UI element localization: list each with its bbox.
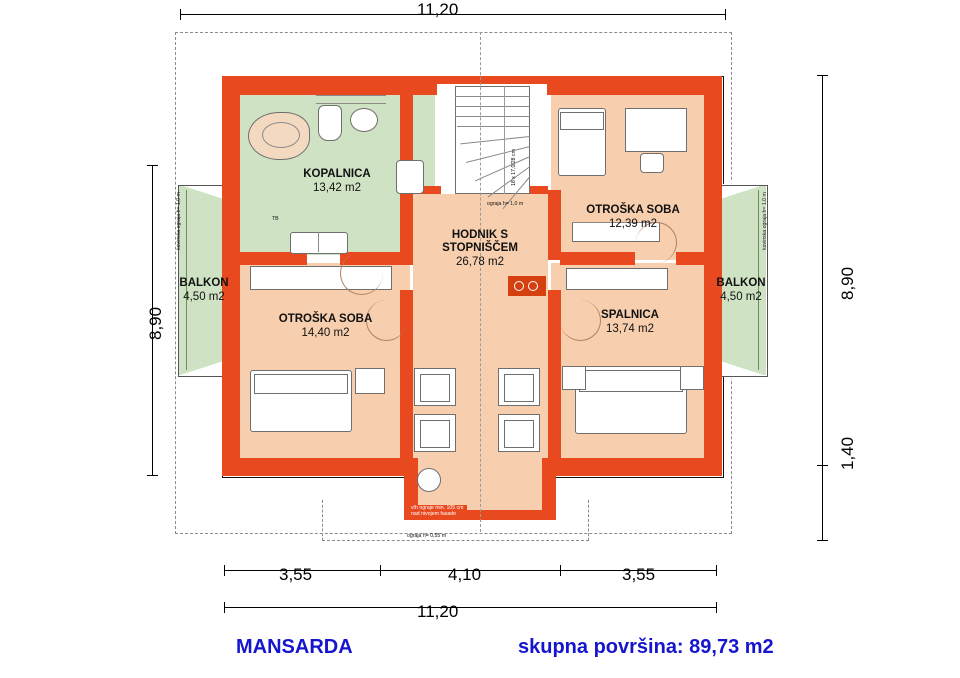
armchair-3-seat	[420, 420, 450, 448]
bottom-seg-tick-4	[716, 565, 717, 576]
wall-exterior-left	[222, 76, 240, 476]
bottom-total-tick-left	[224, 602, 225, 613]
desk-kids-1	[625, 108, 687, 152]
sink-round	[350, 108, 378, 132]
wall-interior-right-divider-b	[676, 252, 706, 265]
parapet-note-line1: v/h ograje min. 105 cm	[411, 505, 464, 511]
nightstand-master-left	[562, 366, 586, 390]
top-dimension-label: 11,20	[417, 0, 459, 19]
stair-tread-4	[457, 126, 530, 127]
bed-master-pillow	[579, 370, 683, 392]
bottom-segment-label-2: 4,10	[448, 565, 482, 584]
bed-kids-2-pillow	[254, 374, 348, 394]
wall-right-balcony-jamb-top	[704, 245, 722, 259]
label-balkon-right-area: 4,50 m2	[720, 291, 762, 303]
wall-left-balcony-jamb-top	[222, 245, 240, 259]
armchair-1-seat	[420, 374, 450, 402]
label-otroska-soba-1-area: 12,39 m2	[609, 218, 657, 230]
left-dimension-label: 8,90	[146, 306, 165, 340]
bottom-seg-tick-3	[560, 565, 561, 576]
double-sink-divider	[318, 232, 319, 252]
plan-title: MANSARDA	[236, 636, 353, 658]
label-otroska-soba-2-name: OTROŠKA SOBA	[278, 313, 373, 325]
right-dimension-label-upper: 8,90	[838, 266, 857, 300]
stair-railing-note: ograja h= 1,0 m	[487, 201, 524, 207]
right-dimension-tick-top	[817, 75, 828, 76]
double-sink	[290, 232, 348, 254]
bottom-total-dimension-line	[224, 607, 716, 608]
stair-tread-2	[455, 106, 530, 107]
bottom-segment-label-3: 3,55	[622, 565, 656, 584]
top-dimension-tick-right	[725, 9, 726, 20]
armchair-4-seat	[504, 420, 534, 448]
label-hodnik-name-line2: STOPNIŠČEM	[442, 242, 518, 254]
wall-right-balcony-jamb-bottom	[704, 320, 722, 334]
right-dimension-tick-bottom	[817, 540, 828, 541]
wall-exterior-top-left	[222, 76, 437, 95]
label-kopalnica-area: 13,42 m2	[313, 182, 361, 194]
wall-exterior-top-right	[547, 76, 722, 95]
utility-circle-1	[514, 281, 524, 291]
label-hodnik-area: 26,78 m2	[456, 256, 504, 268]
right-dimension-label-lower: 1,40	[838, 436, 857, 470]
label-balkon-left-area: 4,50 m2	[183, 291, 225, 303]
armchair-2-seat	[504, 374, 534, 402]
bath-shelf-line	[316, 95, 386, 96]
balcony-left-railing-note: kovinska ograja h= 1,0 m	[176, 192, 182, 250]
bottom-seg-tick-1	[224, 565, 225, 576]
label-hodnik-name-line1: HODNIK S	[451, 229, 509, 241]
wardrobe-master	[566, 268, 668, 290]
wall-exterior-bottom-right	[548, 458, 722, 476]
nightstand-kids-2	[355, 368, 385, 394]
right-dimension-line-upper	[822, 75, 823, 465]
round-table	[417, 468, 441, 492]
railing-low-note: ograja h= 0,55 m	[407, 533, 447, 539]
label-balkon-right-name: BALKON	[716, 277, 766, 289]
stair-tread-3	[455, 116, 530, 117]
utility-circle-2	[528, 281, 538, 291]
bottom-segment-label-1: 3,55	[279, 565, 313, 584]
left-dimension-tick-bottom	[147, 475, 158, 476]
label-otroska-soba-1-name: OTROŠKA SOBA	[586, 204, 680, 216]
label-kopalnica-name: KOPALNICA	[303, 168, 371, 180]
bottom-total-dimension-label: 11,20	[417, 602, 459, 621]
tb-marker: TB	[272, 216, 279, 222]
total-area-label: skupna površina: 89,73 m2	[518, 636, 774, 658]
wall-exterior-right	[704, 76, 722, 476]
centerline-vertical	[480, 32, 481, 532]
bottom-total-tick-right	[716, 602, 717, 613]
bed-kids-1-pillow	[560, 112, 604, 130]
label-spalnica-name: SPALNICA	[601, 309, 659, 321]
label-spalnica-area: 13,74 m2	[606, 323, 654, 335]
balcony-right-railing-note: kovinska ograja h= 1,0 m	[762, 192, 768, 250]
label-otroska-soba-2-area: 14,40 m2	[301, 327, 350, 339]
parapet-note-line2: nad nivojem fasade	[411, 511, 456, 517]
bottom-seg-tick-2	[380, 565, 381, 576]
left-dimension-tick-top	[147, 165, 158, 166]
door-arc-kopalnica	[340, 252, 383, 295]
stair-note: 18 x 17,0/28 cm	[511, 149, 517, 186]
nightstand-master-right	[680, 366, 704, 390]
wall-exterior-top-center	[437, 76, 547, 84]
chair-kids-1	[640, 153, 664, 173]
bath-shelf-line-2	[316, 103, 386, 104]
right-dimension-line-lower	[822, 465, 823, 540]
wall-left-balcony-jamb-bottom	[222, 320, 240, 334]
label-balkon-left-name: BALKON	[179, 277, 229, 289]
stair-tread-1	[455, 96, 530, 97]
top-dimension-tick-left	[180, 9, 181, 20]
bathtub-inner	[262, 122, 300, 148]
wall-exterior-bottom-left	[222, 458, 412, 476]
wall-interior-right-divider-a	[560, 252, 635, 265]
stair-stringer	[504, 86, 505, 194]
toilet-1	[318, 105, 342, 141]
